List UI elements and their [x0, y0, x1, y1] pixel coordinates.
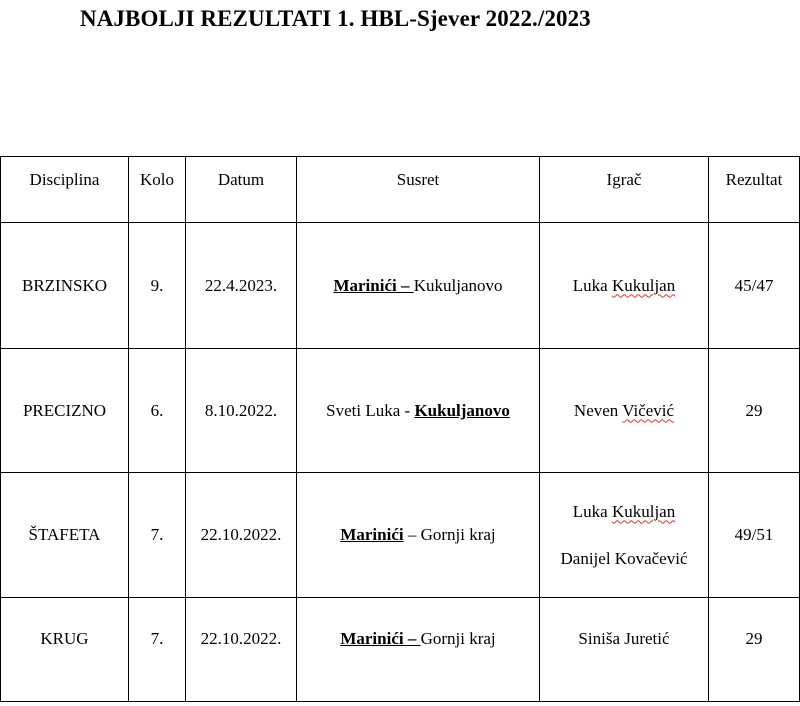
cell-disciplina: ŠTAFETA [1, 473, 129, 598]
cell-susret [297, 223, 540, 349]
player-2: Danijel Kovačević [560, 548, 688, 568]
cell-rezultat: 29 [709, 598, 800, 702]
home-team: Marinići – [340, 629, 421, 648]
cell-disciplina: PRECIZNO [1, 349, 129, 473]
cell-igrac: Neven Vičević [540, 349, 709, 473]
cell-susret [297, 349, 540, 473]
away-team: Gornji kraj [420, 629, 496, 648]
header-igrac: Igrač [540, 157, 709, 223]
cell-disciplina: KRUG [1, 598, 129, 702]
table-row [1, 223, 800, 349]
cell-disciplina: BRZINSKO [1, 223, 129, 349]
table-header-row [1, 157, 800, 223]
cell-datum: 22.4.2023. [186, 223, 297, 349]
away-team: Kukuljanovo [413, 275, 503, 295]
header-disciplina: Disciplina [1, 157, 129, 223]
cell-datum: 22.10.2022. [186, 473, 297, 598]
results-table [0, 156, 800, 702]
cell-kolo: 7. [129, 473, 186, 598]
cell-igrac [540, 473, 709, 598]
home-team: Marinići [340, 525, 404, 544]
player-1: Luka Kukuljan [572, 501, 676, 521]
cell-kolo: 6. [129, 349, 186, 473]
away-team: Kukuljanovo [414, 400, 510, 420]
header-kolo: Kolo [129, 157, 186, 223]
cell-rezultat: 45/47 [709, 223, 800, 349]
cell-datum: 8.10.2022. [186, 349, 297, 473]
cell-kolo: 9. [129, 223, 186, 349]
table-row [1, 349, 800, 473]
header-datum: Datum [186, 157, 297, 223]
cell-susret: Marinići – Gornji kraj [297, 473, 540, 598]
cell-rezultat: 29 [709, 349, 800, 473]
cell-datum: 22.10.2022. [186, 598, 297, 702]
home-team: Marinići – [333, 275, 414, 295]
header-susret: Susret [297, 157, 540, 223]
away-team: Gornji kraj [420, 525, 496, 544]
cell-rezultat: 49/51 [709, 473, 800, 598]
cell-kolo: 7. [129, 598, 186, 702]
table-row [1, 598, 800, 702]
home-team: Sveti Luka - [326, 400, 415, 420]
cell-igrac: Siniša Juretić [540, 598, 709, 702]
header-rezultat: Rezultat [709, 157, 800, 223]
page-title: NAJBOLJI REZULTATI 1. HBL-Sjever 2022./2023 [80, 6, 591, 31]
table-row [1, 473, 800, 598]
cell-igrac: Luka Kukuljan [540, 223, 709, 349]
cell-susret [297, 598, 540, 702]
